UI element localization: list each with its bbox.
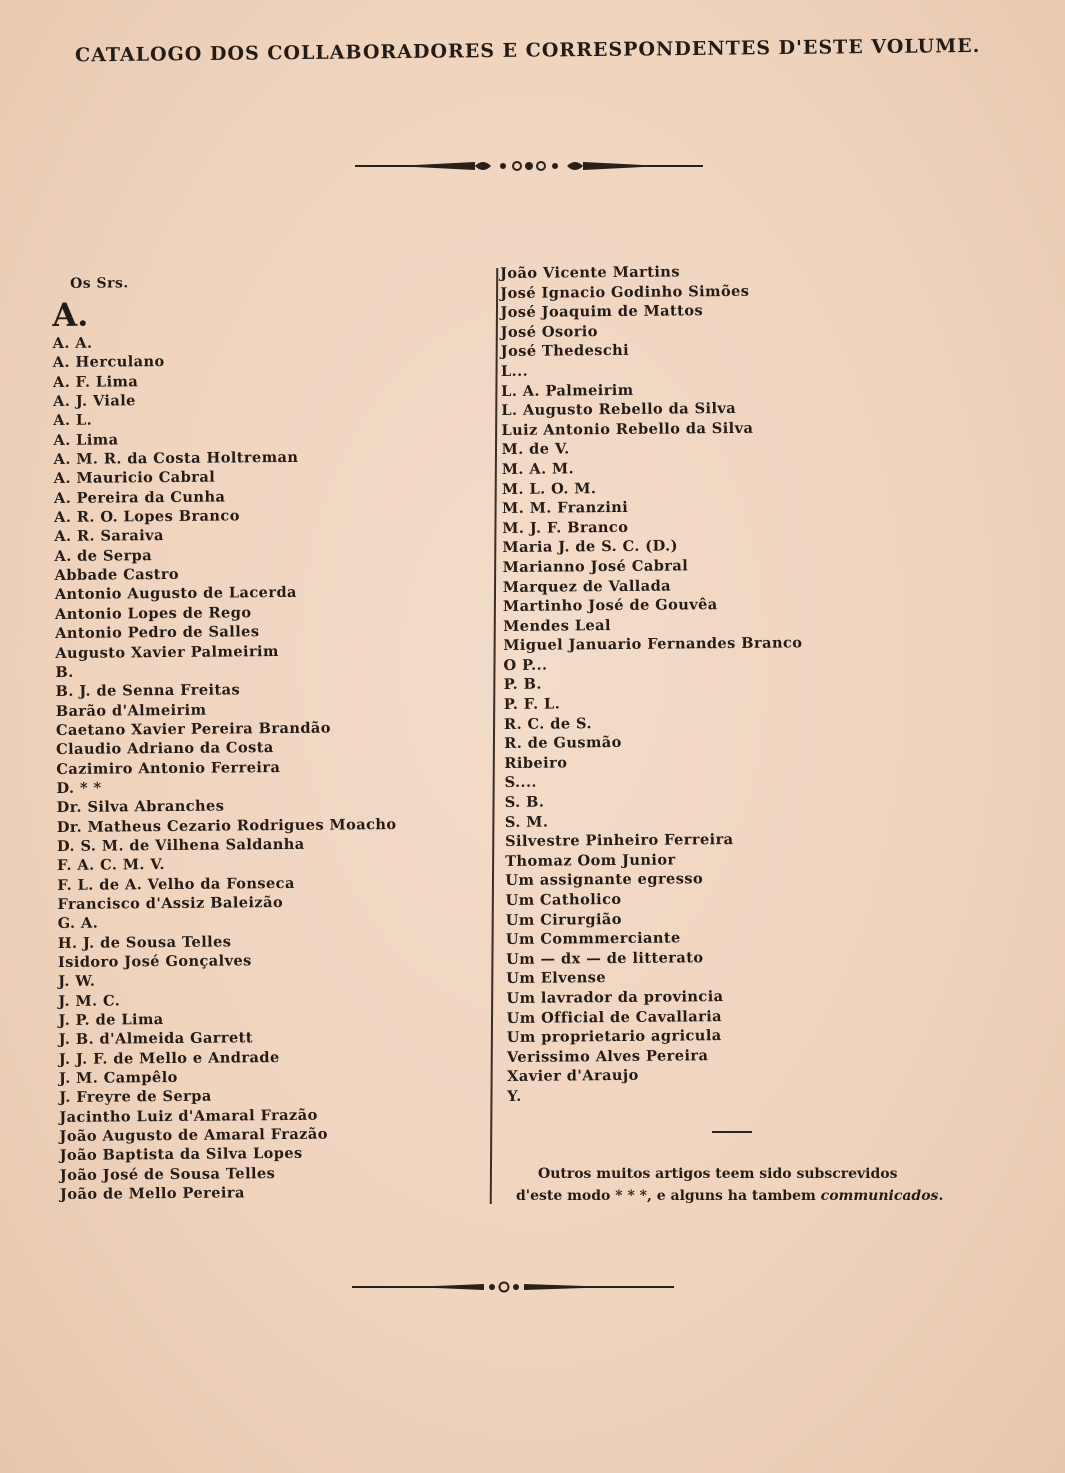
- contributor-name: J. P. de Lima: [58, 1011, 164, 1030]
- contributor-name: L. Augusto Rebello da Silva: [501, 400, 737, 420]
- contributor-name: José Joaquim de Mattos: [500, 302, 704, 322]
- contributor-name: D. S. M. de Vilhena Saldanha: [56, 835, 305, 855]
- contributor-name: Augusto Xavier Palmeirim: [55, 642, 279, 662]
- contributor-name: Martinho José de Gouvêa: [502, 596, 718, 616]
- contributor-name: Miguel Januario Fernandes Branco: [503, 634, 803, 655]
- contributor-name: J. M. C.: [58, 992, 121, 1010]
- footnote: [516, 1163, 948, 1207]
- contributor-name: R. de Gusmão: [504, 734, 622, 753]
- contributor-name: S....: [504, 774, 537, 792]
- contributor-name: Dr. Silva Abranches: [56, 797, 225, 817]
- contributor-name: Luiz Antonio Rebello da Silva: [501, 419, 754, 439]
- left-column: [52, 272, 480, 1204]
- contributor-name: Antonio Lopes de Rego: [54, 604, 252, 623]
- contributor-name: Um — dx — de litterato: [505, 949, 704, 968]
- contributor-name: A. J. Viale: [53, 392, 136, 411]
- contributor-name: M. A. M.: [501, 460, 575, 478]
- contributor-name: Um Cirurgião: [505, 910, 622, 929]
- contributor-name: S. B.: [504, 793, 545, 812]
- contributor-name: J. Freyre de Serpa: [59, 1088, 212, 1107]
- contributor-name: J. B. d'Almeida Garrett: [58, 1029, 253, 1049]
- contributor-name: B. J. de Senna Freitas: [55, 681, 241, 701]
- section-initial: A.: [52, 295, 89, 334]
- contributor-name: A. M. R. da Costa Holtreman: [53, 448, 299, 469]
- contributor-name: M. M. Franzini: [502, 499, 629, 518]
- contributor-name: Xavier d'Araujo: [507, 1067, 639, 1086]
- contributor-name: A. R. O. Lopes Branco: [54, 507, 240, 527]
- contributor-name: Mendes Leal: [503, 616, 612, 635]
- contributor-name: S. M.: [504, 813, 549, 831]
- contributor-name: Um Catholico: [505, 890, 622, 909]
- contributor-name: O P...: [503, 656, 548, 674]
- contributor-name: D. * *: [56, 779, 102, 797]
- contributor-name: F. A. C. M. V.: [57, 856, 166, 875]
- ornament-top: [355, 156, 703, 176]
- contributor-name: Thomaz Oom Junior: [505, 851, 676, 870]
- contributor-name: B.: [55, 663, 74, 681]
- contributor-name: Antonio Augusto de Lacerda: [54, 584, 297, 604]
- contributor-name: Um assignante egresso: [505, 870, 704, 890]
- contributor-name: João de Mello Pereira: [59, 1184, 245, 1204]
- contributor-name: A. F. Lima: [52, 372, 139, 391]
- contributor-name: G. A.: [57, 914, 99, 933]
- contributor-name: José Ignacio Godinho Simões: [500, 282, 750, 302]
- contributor-name: Verissimo Alves Pereira: [506, 1046, 709, 1066]
- contributor-name: A. R. Saraiva: [54, 527, 164, 546]
- footnote-end: .: [938, 1188, 944, 1204]
- contributor-name: Antonio Pedro de Salles: [55, 623, 260, 643]
- contributor-name: R. C. de S.: [503, 714, 592, 733]
- contributor-name: Um lavrador da provincia: [506, 988, 724, 1007]
- contributor-name: Y.: [507, 1087, 522, 1105]
- contributor-name: J. W.: [58, 972, 96, 991]
- column-divider: [490, 268, 498, 1204]
- contributor-name: Marquez de Vallada: [502, 577, 672, 596]
- contributor-name: A. Herculano: [52, 353, 165, 372]
- contributor-name: A. Pereira da Cunha: [53, 488, 226, 507]
- contributor-name: Um Commmerciante: [505, 929, 681, 949]
- contributor-name: Um Elvense: [506, 969, 607, 988]
- contributor-name: P. B.: [503, 676, 542, 694]
- contributor-name: João Baptista da Silva Lopes: [59, 1145, 303, 1165]
- contributor-name: Silvestre Pinheiro Ferreira: [504, 831, 734, 851]
- footnote-text: Outros muitos artigos teem sido subscrevidos d'este modo * * *, e alguns ha tambem: [516, 1166, 898, 1204]
- contributor-name: L...: [500, 362, 529, 380]
- contributor-name: M. J. F. Branco: [502, 518, 629, 537]
- contributor-name: F. L. de A. Velho da Fonseca: [57, 874, 295, 894]
- contributor-name: João José de Sousa Telles: [59, 1164, 276, 1184]
- contributor-name: A. L.: [53, 412, 93, 430]
- contributor-name: Abbade Castro: [54, 566, 180, 585]
- contributor-name: João Augusto de Amaral Frazão: [59, 1125, 328, 1146]
- contributor-name: Barão d'Almeirim: [55, 701, 207, 720]
- page-title: CATALOGO DOS COLLABORADORES E CORRESPONDENTES D'ESTE VOLUME.: [74, 34, 981, 67]
- contributor-name: Caetano Xavier Pereira Brandão: [55, 719, 331, 739]
- contributor-name: J. J. F. de Mello e Andrade: [58, 1048, 280, 1068]
- short-divider: [712, 1131, 752, 1133]
- contributor-name: José Thedeschi: [500, 342, 630, 361]
- contributor-name: J. M. Campêlo: [58, 1068, 178, 1088]
- contributor-name: A. Lima: [53, 431, 119, 449]
- contributor-name: M. de V.: [501, 440, 570, 459]
- contributor-name: Marianno José Cabral: [502, 557, 689, 576]
- ornament-bottom: [352, 1278, 674, 1296]
- contributor-name: A. Mauricio Cabral: [53, 468, 216, 488]
- contributor-name: P. F. L.: [503, 695, 561, 714]
- right-column: [500, 260, 947, 1106]
- contributor-name: Um proprietario agricula: [506, 1027, 722, 1047]
- contributor-name: L. A. Palmeirim: [501, 381, 634, 400]
- contributor-name: A. A.: [52, 334, 93, 352]
- contributor-name: Um Official de Cavallaria: [506, 1007, 723, 1027]
- contributor-name: Cazimiro Antonio Ferreira: [56, 758, 281, 778]
- contributor-name: Isidoro José Gonçalves: [57, 952, 252, 971]
- contributor-name: Ribeiro: [504, 754, 568, 772]
- contributor-name: Claudio Adriano da Costa: [56, 739, 274, 759]
- footnote-emphasis: communicados: [820, 1188, 939, 1204]
- contributor-name: Maria J. de S. C. (D.): [502, 537, 678, 557]
- contributor-name: Dr. Matheus Cezario Rodrigues Moacho: [56, 815, 397, 836]
- contributor-name: Francisco d'Assiz Baleizão: [57, 893, 284, 913]
- salutation: Os Srs.: [69, 275, 129, 292]
- contributor-name: José Osorio: [500, 322, 598, 341]
- contributor-name: M. L. O. M.: [501, 479, 597, 498]
- contributor-name: Jacintho Luiz d'Amaral Frazão: [59, 1106, 318, 1126]
- contributor-name: H. J. de Sousa Telles: [57, 933, 232, 952]
- contributor-name: A. de Serpa: [54, 546, 153, 565]
- contributor-name: João Vicente Martins: [500, 263, 680, 282]
